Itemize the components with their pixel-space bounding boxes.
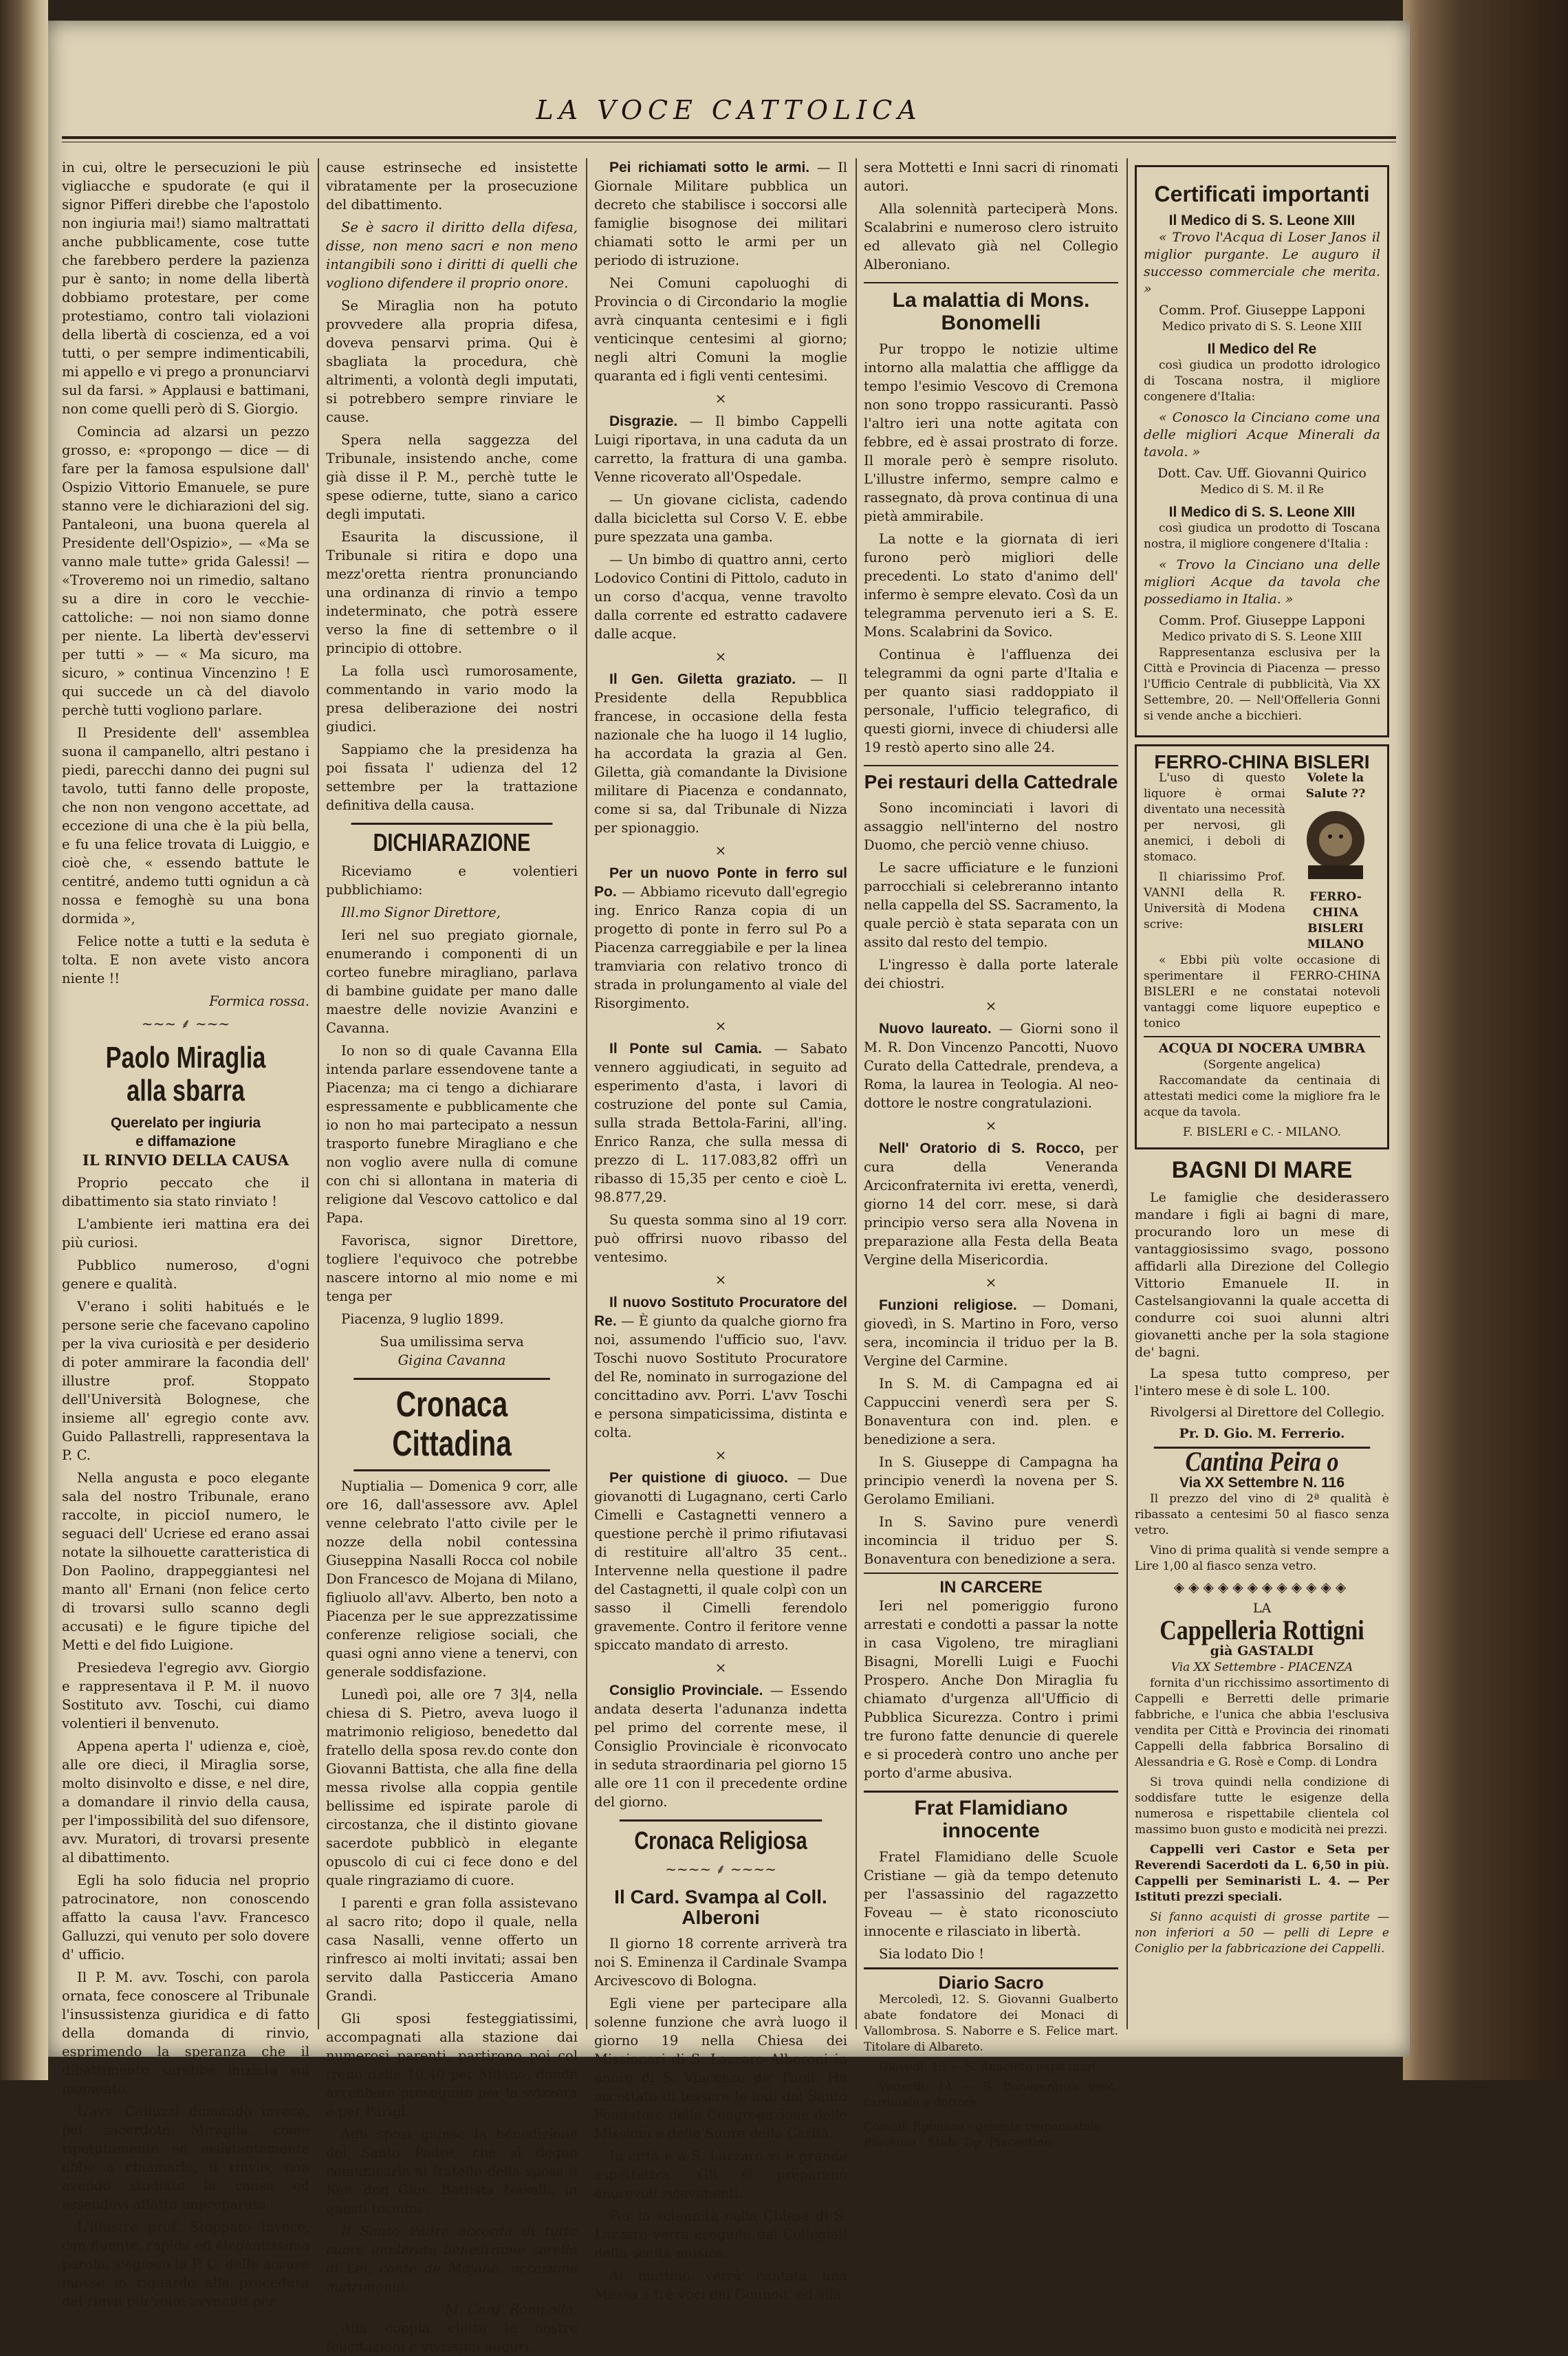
item-title: Per un nuovo Ponte in ferro sul Po.: [594, 865, 847, 900]
article-paragraph: I parenti e gran folla assistevano al sacro rito; dopo il quale, nella casa Nasalli, venne offerto un rinfresco ai molti invitati; assai ben servito dalla Pasticceria Amano Grandi.: [326, 1894, 578, 2004]
article-paragraph: Se Miraglia non ha potuto provvedere alla propria difesa, doveva pensarvi prima. Qui è sbagliata la procedura, chè altrimenti, a volontà degli imputati, si potrebbero sempre rinviare le cause.: [326, 298, 578, 425]
letter-closing: Sua umilissima serva: [380, 1333, 524, 1350]
diary-entry: Mercoledì, 12. S. Giovanni Gualberto abate fondatore dei Monaci di Vallombrosa. S. Naborre e S. Felice mart. Titolare di Albareto.: [864, 1992, 1118, 2054]
article-paragraph: La notte e la giornata di ieri furono però migliori delle precedenti. Lo stato d'animo dell' infermo è sempre elevato. Così da un telegramma pervenuto ieri a S. E. Mons. Scalabrini da Sovico.: [864, 531, 1118, 640]
item-text: per cura della Veneranda Arciconfraternita ivi eretta, venerdì, giorno 14 del corr. mese, si darà principio verso sera alla Novena in preparazione alla Festa della Beata Vergine della Misericordia.: [864, 1140, 1118, 1268]
column-4: [864, 158, 1118, 2150]
article-paragraph: Nella angusta e poco elegante sala del nostro Tribunale, erano raccolte, in piccioI numero, le seguaci dell' Ucriese ed erano assai notate la silhouette caratteristica di Don Paolino, drappeggiantesi nel manto all' Ernani (non felice certo di trovarsi sullo scanno degli accusati) e le figure tipiche del Metti e del fido Luigione.: [62, 1469, 309, 1653]
ad-title-bagni: BAGNI DI MARE: [1171, 1157, 1353, 1184]
article-paragraph: Lunedì poi, alle ore 7 3|4, nella chiesa di S. Pietro, aveva luogo il matrimonio religioso, benedetto dal fratello della sposa rev.do conte don Giovanni Battista, che alla fine della messa rivolse alla coppia gentile bellissime ed ispirate parole di circostanza, che il distinto giovane sacerdote pubblicò in elegante opuscolo di cui ci fece dono e del quale ringraziamo di cuore.: [326, 1686, 578, 1888]
item-text: — Domani, giovedì, in S. Martino in Foro, verso sera, incomincia il triduo per la B. Vergine del Carmine.: [864, 1297, 1118, 1369]
ad-quote: « Conosco la Cinciano come una delle migliori Acque Minerali da tavola. »: [1144, 410, 1380, 460]
ad-text: Il chiarissimo Prof. VANNI della R. Università di Modena scrive:: [1144, 870, 1285, 932]
letter-paragraph: Io non so di quale Cavanna Ella intenda parlare essendovene tante a Piacenza; ma ci tengo a dichiarare espressamente e pubblicamente che io non ho mai partecipato a nessun trasporto funebre Miragliano e che non voglio avere nulla di comune con chi si allontana in materia di religione dal Vescovo cattolico e dal Papa.: [326, 1042, 578, 1226]
cross-icon: ×: [715, 1659, 727, 1676]
article-paragraph: Nuptialia — Domenica 9 corr, alle ore 16, dall'assessore avv. Aplel venne celebrato l'atto civile per le nozze della nobil contessina Giuseppina Nasalli Rocca col nobile Don Francesco de Mojana di Milano, figliuolo all'avv. Alberto, ben noto a Piacenza per le sue apprezzatissime conferenze religiose sociali, che quasi ogni anno viene a tenervi, con generale soddisfazione.: [326, 1478, 578, 1680]
letter-paragraph: Favorisca, signor Direttore, togliere l'equivoco che potrebbe nascere intorno al mio nome e mi tenga per: [326, 1232, 578, 1304]
headline-restauri: Pei restauri della Cattedrale: [864, 765, 1118, 793]
masthead-rule: [62, 136, 1396, 139]
article-paragraph: V'erano i soliti habitués e le persone serie che facevano capolino per la viva curiosità e per desiderio di poter ammirare la facondia dell' illustre prof. Stoppato dell'Università Bolognese, che insieme all' egregio conte avv. Guido Pallastrelli, rappresentava la P. C.: [62, 1298, 309, 1463]
masthead-title: LA VOCE CATTOLICA: [536, 95, 922, 125]
article-paragraph: Egli viene per partecipare alla solenne funzione che avrà luogo il giorno 19 nella Chiesa dei Missionari di S. Lazzaro Alberoni in onore di S. Vincenzo de' Paoli. Ha accettato di tessere le lodi del Santo Fondatore della Congregazione delle Missioni e delle Suore della Carità.: [594, 1996, 847, 2142]
ad-signature: Comm. Prof. Giuseppe Lapponi: [1159, 303, 1365, 318]
article-paragraph: Le sacre ufficiature e le funzioni parrocchiali si celebreranno intanto nella cappella del SS. Sacramento, la quale perciò è stata separata con un assito dal resto del tempio.: [864, 859, 1118, 950]
article-paragraph: cause estrinseche ed insistette vibratamente per la prosecuzione del dibattimento.: [326, 160, 578, 213]
ad-text: Si trova quindi nella condizione di soddisfare tutte le esigenze della numerosa e rispettabile clientela col massimo buon gusto e modicità nei prezzi.: [1135, 1775, 1389, 1837]
ad-address: Via XX Settembre - PIACENZA: [1170, 1660, 1353, 1674]
column-2: [326, 158, 578, 2355]
ad-text: così giudica un prodotto idrologico di Toscana nostra, il migliore congenere d'Italia:: [1144, 358, 1380, 404]
item-text: In S. M. di Campagna ed ai Cappuccini venerdì sera per S. Bonaventura con ind. plen. e benedizione a sera.: [864, 1375, 1118, 1447]
article-paragraph: Il giorno 18 corrente arriverà tra noi S. Eminenza il Cardinale Svampa Arcivescovo di Bologna.: [594, 1936, 847, 1989]
ad-text: fornita d'un ricchissimo assortimento di Cappelli e Berretti delle primarie fabbriche, e l'unica che abbia l'esclusiva vendita per Città e Provincia dei rinomati Cappelli della fabbrica Borsalino di Alessandria e G. Rosè e Comp. di Londra: [1135, 1676, 1389, 1769]
ad-heading: Il Medico del Re: [1207, 341, 1317, 358]
ad-title: FERRO-CHINA BISLERI: [1154, 751, 1370, 773]
ad-text: La spesa tutto compreso, per l'intero mese è di sole L. 100.: [1135, 1365, 1389, 1398]
article-paragraph: Al mattino verrà cantata una Messa a tre voci del Gounod, ed alla: [594, 2268, 847, 2303]
ad-ferro-china: [1135, 744, 1389, 1149]
ad-title-cappelleria: Cappelleria Rottigni: [1159, 1614, 1364, 1645]
ad-text: Le famiglie che desiderassero mandare i figli ai bagni di mare, procurando loro un mese di vantaggiosissimo svago, possono affidarli alla Direzione del Collegio Vittorio Emanuele II. in Castelsangiovanni la quale accetta di condurre coi suoi alunni altri giovanetti anche per la sola stagione de' bagni.: [1135, 1189, 1389, 1360]
ad-signature-role: Medico privato di S. S. Leone XIII: [1162, 630, 1362, 645]
article-paragraph: Sia lodato Dio !: [879, 1945, 984, 1962]
ad-text: Rivolgersi al Direttore del Collegio.: [1150, 1404, 1385, 1420]
item-title: Funzioni religiose.: [879, 1297, 1017, 1313]
ad-title: Certificati importanti: [1154, 182, 1370, 206]
article-paragraph: L'ambiente ieri mattina era dei più curiosi.: [62, 1215, 309, 1251]
letter-paragraph: Riceviamo e volentieri pubblichiamo:: [326, 863, 578, 898]
column-1: [62, 158, 309, 2309]
subheadline: e diffamazione: [135, 1133, 236, 1149]
item-title: Disgrazie.: [609, 413, 678, 429]
item-title: Il nuovo Sostituto Procuratore del Re.: [594, 1295, 847, 1329]
ad-subtitle: (Sorgente angelica): [1203, 1058, 1321, 1072]
subheadline-svampa: Il Card. Svampa al Coll. Alberoni: [614, 1885, 827, 1929]
article-paragraph: Per la solennità nella Chiesa di S. Lazzaro verrà eseguita dai Collegiali della scelta musica.: [594, 2208, 847, 2262]
col1-signature: Formica rossa.: [209, 993, 309, 1009]
article-paragraph: Il P. M. avv. Toschi, con parola ornata, fece conoscere al Tribunale l'insussistenza giuridica e di fatto della domanda di rinvio, esprimendo la speranza che il dibattimento sarebbe iniziato sul momento.: [62, 1969, 309, 2097]
article-paragraph: In città e a S. Lazzaro vi è grande aspettativa. Gli si preparano onorevoli ricevimenti.: [594, 2148, 847, 2202]
article-paragraph: Sappiamo che la presidenza ha poi fissata l' udienza del 12 settembre per la trattazione definitiva della causa.: [326, 742, 578, 813]
diary-entry: Giovedì, 13 — S. Anacleto papa mart.: [879, 2060, 1101, 2074]
ad-address: Via XX Settembre N. 116: [1179, 1474, 1345, 1491]
item-text: — Un bimbo di quattro anni, certo Lodovico Contini di Pittolo, caduto in un corso d'acqua, venne travolto dalla corrente ed estratto cadavere dalle acque.: [594, 552, 847, 642]
imprint-line: Piacenza - Stab. Tip. Piacentino: [864, 2135, 1052, 2150]
ad-text: Vino di prima qualità si vende sempre a Lire 1,00 al fiasco senza vetro.: [1135, 1543, 1389, 1573]
binding-right: [1403, 0, 1568, 2080]
article-paragraph: Continua è l'affluenza dei telegrammi da ogni parte d'Italia e per quanto siasi raddoppiato il personale, l'ufficio telegrafico, di questi giorni, invece di chiudersi alle 19 restò aperto sino alle 24.: [864, 647, 1118, 755]
article-paragraph: Spera nella saggezza del Tribunale, insistendo anche, come già disse il P. M., perchè tutte le spese odierne, tutte, siano a carico degli imputati.: [326, 432, 578, 522]
ad-signature: Comm. Prof. Giuseppe Lapponi: [1159, 613, 1365, 629]
dotted-ornament-icon: ◈◈◈◈◈◈◈◈◈◈◈◈: [1173, 1578, 1351, 1595]
ad-signature: Pr. D. Gio. M. Ferrerio.: [1179, 1425, 1345, 1441]
item-text: — Giorni sono il M. R. Don Vincenzo Pancotti, Nuovo Curato della Cattedrale, prendeva, a Roma, la laurea in Teologia. Al neo-dottore le nostre congratulazioni.: [864, 1020, 1118, 1111]
headline-dichiarazione: DICHIARAZIONE: [351, 823, 553, 856]
item-text: Su questa somma sino al 19 corr. può offrirsi nuovo ribasso del ventesimo.: [594, 1212, 847, 1265]
article-paragraph: L'illustre prof. Stoppato invece, con fluente, rapida ed elegantissima parola, s'agionò la P. C. delle accuse mosse in riguardo alla procedura dei rinvii più volte avvenuti per: [62, 2218, 309, 2309]
ad-text: F. BISLERI e C. - MILANO.: [1182, 1125, 1342, 1140]
binding-left: [0, 0, 48, 2080]
column-3: [594, 158, 848, 2303]
ad-signature-role: Medico di S. M. il Re: [1200, 483, 1324, 497]
ad-text: Cappelli veri Castor e Seta per Reverendi Sacerdoti da L. 6,50 in più. Cappelli per Seminaristi L. 4. — Per Istituti prezzi speciali.: [1135, 1842, 1389, 1904]
item-title: Per quistione di giuoco.: [609, 1470, 788, 1486]
column-ads: [1135, 158, 1389, 2057]
article-paragraph: Agli sposi giunse la benedizione del Santo Padre, che si degnò comunicarla al fratello della sposa il Rev. don Giov. Battista Nasalli, in questi termini :: [326, 2126, 578, 2216]
headline-cronaca-cittadina: Cronaca Cittadina: [353, 1378, 549, 1471]
letter-date: Piacenza, 9 luglio 1899.: [341, 1310, 504, 1327]
newspaper-page: [48, 21, 1410, 2355]
article-paragraph: Pubblico numeroso, d'ogni genere e qualità.: [62, 1257, 309, 1292]
item-title: Il Gen. Giletta graziato.: [609, 671, 796, 687]
headline-miraglia: Paolo Miraglia alla sbarra: [105, 1041, 266, 1108]
letter-paragraph: Ieri nel suo pregiato giornale, enumerando i componenti di un corteo funebre miragliano, parlava di bambine guidate per mano dalle maestre delle novizie Avanzini e Cavanna.: [326, 927, 578, 1036]
imprint-line: Comolli Epimaco - gerente responsabile: [864, 2115, 1118, 2135]
headline-diario-sacro: Diario Sacro: [864, 1967, 1118, 1992]
ad-quote: « Trovo l'Acqua di Loser Janos il miglior purgante. Le auguro il successo commerciale che merita. »: [1144, 230, 1380, 297]
diary-entry: Venerdì, 14 — S. Bonaventura vesc. cardinale e dottore.: [864, 2079, 1118, 2110]
article-paragraph: sera Mottetti e Inni sacri di rinomati autori.: [864, 160, 1118, 194]
cross-icon: ×: [985, 1273, 997, 1290]
article-paragraph: L'avv. Galluzzi domandò invece, pel sacerdote Miraglia, come ripetutamente ed insistentemente ebbe a chiamarlo, il rinvio, non avendo studiato la causa ed essendovi affatto impreparato.: [62, 2103, 309, 2212]
item-text: — Il bimbo Cappelli Luigi riportava, in una caduta da un carretto, la frattura di una gamba. Venne ricoverato all'Ospedale.: [594, 413, 848, 485]
article-paragraph: Pur troppo le notizie ultime intorno alla malattia che affligge da tempo l'esimio Vescovo di Cremona non sono troppo rassicuranti. Passò l'altro ieri una notte agitata con febbre, ed è assai prostrato di forze. Il morale però è sempre risoluto. L'illustre infermo, sempre calmo e rassegnato, dà prova continua di una pietà ammirabile.: [864, 341, 1118, 524]
ad-text: L'uso di questo liquore è ormai diventato una necessità per nervosi, gli anemici, i deboli di stomaco.: [1144, 771, 1285, 865]
headline-flamidiano: Frat Flamidiano innocente: [864, 1791, 1118, 1842]
article-paragraph: Esaurita la discussione, il Tribunale si ritira e dopo una mezz'oretta rientra pronunciando una ordinanza di rinvio a tempo indeterminato, che potrà essere verso la fine di settembre o il principio di ottobre.: [326, 529, 578, 656]
article-paragraph: Appena aperta l' udienza e, cioè, alle ore dieci, il Miraglia sorse, molto disinvolto e disse, e nel dire, a domandare il rinvio della causa, per l'impossibilità del suo difensore, avv. Muratori, di trovarsi presente al dibattimento.: [62, 1738, 309, 1866]
ad-title-cantina: Cantina Peira o: [1154, 1447, 1371, 1470]
item-title: Consiglio Provinciale.: [609, 1683, 763, 1698]
ad-city: MILANO: [1307, 938, 1364, 952]
ad-signature-role: Medico privato di S. S. Leone XIII: [1162, 320, 1362, 334]
article-paragraph: Ieri nel pomeriggio furono arrestati e condotti a passar la notte in casa Vigoleno, tre miragliani Bisagni, Morelli Luigi e Fuochi Prospero. Anche Don Miraglia fu chiamato d'urgenza all'Ufficio di Pubblica Sicurezza. Contro i primi tre furono fatte denuncie di querele e si procederà contro uno anche per porto d'arme abusiva.: [864, 1597, 1118, 1781]
article-paragraph: L'ingresso è dalla porte laterale dei chiostri.: [864, 956, 1118, 991]
ad-text: « Ebbi più volte occasione di sperimentare il FERRO-CHINA BISLERI e ne constatai notevoli vantaggi come liquore eupeptico e tonico: [1144, 953, 1380, 1031]
subheadline: IL RINVIO DELLA CAUSA: [82, 1151, 290, 1169]
item-text: — Sabato vennero aggiudicati, in seguito ad esperimento d'asta, i lavori di costruzione del ponte sul Camia, sulla strada Bettola-Farini, all'ing. Enrico Ranza, che sulla messa di prezzo di L. 117.083,82 offrì un ribasso di 15,35 per cento e cioè L. 98.877,29.: [594, 1041, 847, 1205]
lion-icon: [1294, 802, 1377, 885]
ad-heading: Il Medico di S. S. Leone XIII: [1168, 504, 1355, 521]
col1-intro: in cui, oltre le persecuzioni le più vigliacche e spudorate (e qui il signor Pifferi direbbe che l'apostolo non ingiuria mai!) siamo maltrattati anche pubblicamente, cose tutte che farebbero perdere la pazienza pur è santo; in nome della libertà dobbiamo protestare, per come protestiamo, contro tali violazioni della libertà di coscienza, ed a voi tutti, o per sempre indimenticabili, mi appello e vi prego a pronunciarvi sul da farsi. » Applausi e battimani, non come quelli però di S. Giorgio.: [62, 160, 309, 417]
article-paragraph: Fratel Flamidiano delle Scuole Cristiane — già da tempo detenuto per l'assassinio del ragazzetto Foveau — è stato riconosciuto innocente e rilasciato in libertà.: [864, 1848, 1118, 1939]
article-quote: Il Santo Padre accorda di tutto cuore implorata benedizione sorella di Lei, conte de Mojana, occasione matrimonio.: [326, 2223, 578, 2295]
ad-slogan: Volete la Salute ??: [1305, 771, 1366, 801]
article-paragraph: Presiedeva l'egregio avv. Giorgio e rappresentava il P. M. il nuovo Sostituto avv. Toschi, cui diamo volentieri il benvenuto.: [62, 1659, 309, 1731]
col1-paragraph: Felice notte a tutti e la seduta è tolta. E non avete visto ancora niente !!: [62, 933, 309, 986]
cross-icon: ×: [715, 1447, 727, 1463]
item-title: Nuovo laureato.: [879, 1020, 992, 1037]
item-text: — Il Presidente della Repubblica francese, in occasione della festa nazionale che ha luogo il 14 luglio, ha accordata la grazia al Gen. Giletta, già comandante la Divisione militare di Piacenza e condannato, come si sa, dal Tribunale di Nizza per spionaggio.: [594, 671, 848, 836]
cross-icon: ×: [985, 997, 997, 1014]
cross-icon: ×: [715, 648, 727, 664]
ad-label: FERRO-CHINA BISLERI: [1307, 890, 1364, 936]
item-text: In S. Giuseppe di Campagna ha principio venerdì la novena per S. Gerolamo Emiliani.: [864, 1453, 1118, 1507]
article-paragraph: Alla solennità parteciperà Mons. Scalabrini e numeroso clero istruito ed allevato già nel Collegio Alberoniano.: [864, 201, 1118, 272]
ad-certificati: [1135, 165, 1389, 737]
column-rule: [586, 158, 587, 2029]
item-text: Nei Comuni capoluoghi di Provincia o di Circondario la moglie avrà cinquanta centesimi e i figli venticinque centesimi al giorno; negli altri Comuni la moglie quaranta ed i figli venti centesimi.: [594, 275, 847, 384]
cross-icon: ×: [985, 1116, 997, 1134]
cross-icon: ×: [715, 1271, 727, 1288]
column-rule: [1126, 158, 1128, 2029]
cross-icon: ×: [715, 1017, 727, 1034]
article-paragraph: Sono incominciati i lavori di assaggio nell'interno del nostro Duomo, che perciò venne chiuso.: [864, 799, 1118, 853]
item-title: Nell' Oratorio di S. Rocco,: [879, 1140, 1085, 1156]
ad-signature: Dott. Cav. Uff. Giovanni Quirico: [1157, 466, 1366, 482]
article-paragraph: Egli ha solo fiducia nel proprio patrocinatore, non conoscendo affatto la causa l'avv. Francesco Galluzzi, qui venuto per solo dovere d' ufficio.: [62, 1872, 309, 1963]
letter-salutation: Ill.mo Signor Direttore,: [341, 904, 501, 920]
lion-bottle-illustration-icon: [1291, 770, 1380, 953]
headline-bonomelli: La malattia di Mons. Bonomelli: [864, 282, 1118, 334]
ad-text: Il prezzo del vino di 2ª qualità è ribassato a centesimi 50 al fiasco senza vetro.: [1135, 1491, 1389, 1537]
subheadline: Querelato per ingiuria: [110, 1114, 261, 1131]
article-paragraph: La folla uscì rumorosamente, commentando in vario modo la presa deliberazione dei nostri giudici.: [326, 663, 578, 735]
ad-text: Rappresentanza esclusiva per la Città e Provincia di Piacenza — presso l'Ufficio Centrale di pubblicità, Via XX Settembre, 20. — Nell'Offelleria Gonni si vende anche a bicchieri.: [1144, 646, 1380, 724]
letter-signature: Gigina Cavanna: [398, 1352, 506, 1368]
col1-paragraph: Comincia ad alzarsi un pezzo grosso, e: «propongo — dice — di fare per la famosa espulsione dall' Ospizio Vittorio Emanuele, se pure stanno vere le dichiarazioni del sig. Pantaleoni, una buona querela al Presidente dell'Ospizio», — «Ma se vanno male tutte» grida Galessi! — «Troveremo noi un rimedio, saltano su a dire in coro le vecchie-cattoliche: — noi non siamo donne per niente. La libertà dev'esservi per tutti » — « Ma sicuro, ma sicuro, » continua Vincenzino ! E qui succede un cà del diavolo perchè tutti vogliono parlare.: [62, 424, 309, 718]
article-paragraph: Alla coppia eletta le nostre felicitazioni e vivissimi auguri.: [326, 2320, 578, 2355]
headline-in-carcere: IN CARCERE: [864, 1573, 1118, 1597]
article-paragraph: Proprio peccato che il dibattimento sia stato rinviato !: [62, 1174, 309, 1209]
item-text: — Il Giornale Militare pubblica un decreto che stabilisce i soccorsi alle famiglie bisognose dei militari chiamati sotto le armi per un periodo di istruzione.: [594, 160, 848, 268]
ornament-icon: ~~~ ⸙ ~~~: [141, 1015, 230, 1032]
ad-text: Raccomandate da centinaia di attestati medici come la migliore fra le acque da tavola.: [1144, 1074, 1380, 1120]
article-signature: M. Card. Rompolla.: [445, 2301, 578, 2317]
item-text: — È giunto da qualche giorno fra noi, assumendo l'ufficio suo, l'avv. Toschi nuovo Sostituto Procuratore del Re, nominato in surrogazione del concittadino avv. Porri. L'avv Toschi e persona simpaticissima, distinta e colta.: [594, 1313, 847, 1440]
headline-cronaca-religiosa: Cronaca Religiosa: [620, 1819, 822, 1855]
ad-text: così giudica un prodotto di Toscana nostra, il migliore congenere d'Italia :: [1144, 521, 1380, 552]
ad-quote: « Trovo la Cinciano una delle migliori Acque da tavola che possediamo in Italia. »: [1144, 557, 1380, 607]
ad-subtitle: già GASTALDI: [1210, 1643, 1314, 1658]
item-text: In S. Savino pure venerdì incomincia il triduo per S. Bonaventura con benedizione a sera.: [864, 1513, 1118, 1567]
article-paragraph: Se è sacro il diritto della difesa, disse, non meno sacri e non meno intangibili sono i diritti di quelli che vogliono difendere il proprio onore.: [326, 219, 578, 291]
item-text: — Due giovanotti di Lugagnano, certi Carlo Cimelli e Castagnetti vennero a questione perchè il primo rifiutavasi di restituire all'altro 35 cent.. Intervenne nella questione il padre del Castagnetti, il quale colpì con un sasso il Cimelli ferendolo gravemente. Contro il feritore venne spiccato mandato di arresto.: [594, 1470, 847, 1653]
item-title: Pei richiamati sotto le armi.: [609, 160, 810, 175]
ad-text: Si fanno acquisti di grosse partite — non inferiori a 50 — pelli di Lepre e Coniglio per la fabbricazione dei Cappelli.: [1135, 1910, 1389, 1956]
item-text: — Abbiamo ricevuto dall'egregio ing. Enrico Ranza copia di un progetto di ponte in ferro sul Po a Piacenza carreggiabile e per la linea tramviaria con relativo tronco di strada in prolungamento al viale del Risorgimento.: [594, 884, 847, 1011]
column-rule: [318, 158, 319, 2029]
cross-icon: ×: [715, 390, 727, 407]
article-paragraph: Gli sposi festeggiatissimi, accompagnati alla stazione dai numerosi parenti, partirono poi col treno delle 10,40 per Milano, donde avrebbero proseguito per la svizzera e per Parigi.: [326, 2010, 578, 2119]
ad-heading: Il Medico di S. S. Leone XIII: [1168, 213, 1355, 229]
col1-paragraph: Il Presidente dell' assemblea suona il campanello, altri pestano i piedi, parecchi danno dei pugni sul tavolo, tutti fanno delle proposte, che non non vengono accettate, ad eccezione di una che è la più bella, e fu una felice trovata di Luiggio, e cioè che, « essendo battute le centitré, andemo tutti ognidun a cà nossa e femoghè su una bona dormida »,: [62, 725, 309, 927]
item-text: — Essendo andata deserta l'adunanza indetta pel primo del corrente mese, il Consiglio Provinciale è riconvocato in seduta straordinaria pel giorno 15 alle ore 11 con il precedente ordine del giorno.: [594, 1683, 847, 1810]
ad-title: ACQUA DI NOCERA UMBRA: [1144, 1036, 1380, 1057]
ad-article: LA: [1252, 1600, 1272, 1616]
column-rule: [856, 158, 857, 2029]
item-title: Il Ponte sul Camia.: [609, 1041, 762, 1057]
ornament-icon: ~~~~ ⸙ ~~~~: [665, 1860, 776, 1877]
item-text: — Un giovane ciclista, cadendo dalla bicicletta sul Corso V. E. ebbe pure spezzata una gamba.: [594, 492, 847, 545]
cross-icon: ×: [715, 842, 727, 858]
